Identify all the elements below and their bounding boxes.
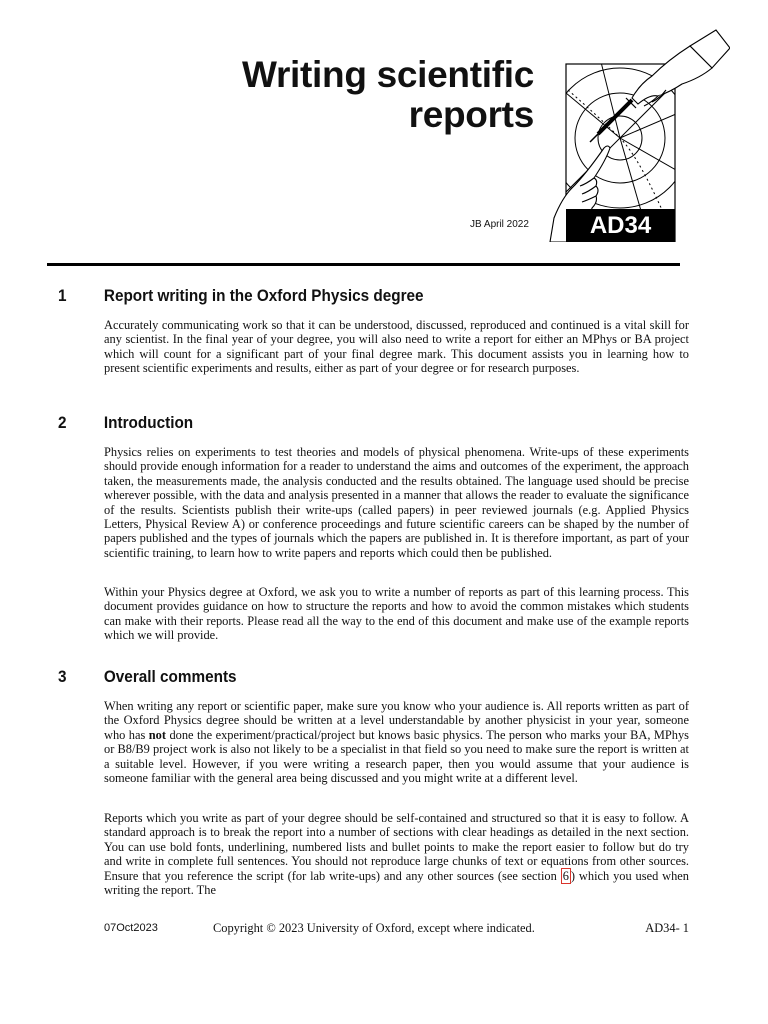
section-2-heading (58, 412, 634, 434)
section-3-paragraph-1 (104, 699, 689, 785)
author-date: JB April 2022 (470, 219, 529, 230)
text-run: done the experiment/practical/project but knows basic physics. The person who marks your BA, MPhys or B8/B9 project work is also not likely to be a specialist in that field so you need to make sure the report is written at a suitable level. However, if you were writing a research paper, then you would assume that your audience is someone familiar with the general area being discussed and you might write at a different level. (104, 727, 689, 786)
document-code-badge: AD34 (566, 209, 675, 242)
section-number: 2 (58, 413, 67, 432)
section-number: 3 (58, 667, 67, 686)
section-1-heading (58, 285, 634, 307)
bold-emphasis: not (148, 727, 166, 742)
title-line-2: reports (408, 94, 534, 135)
section-1-paragraph-1: Accurately communicating work so that it can be understood, discussed, reproduced and continued is a vital skill for any scientist. In the final year of your degree, you will also need to write a report for either an MPhys or BA project which will count for a significant part of your final degree mark. This document assists you in learning how to present scientific experiments and results, either as part of your degree or for research purposes. (104, 318, 689, 376)
header-divider (47, 263, 680, 266)
document-title (242, 55, 534, 135)
footer-copyright: Copyright © 2023 University of Oxford, except where indicated. (213, 921, 535, 935)
section-title: Overall comments (103, 667, 237, 686)
section-3-heading (58, 666, 634, 688)
page-number: AD34- 1 (645, 921, 689, 935)
section-reference-link[interactable]: 6 (562, 868, 569, 883)
section-2-paragraph-2: Within your Physics degree at Oxford, we ask you to write a number of reports as part of this learning process. This document provides guidance on how to structure the reports and how to avoid the common mistakes which students can make with their reports. Please read all the way to the end of this document and make use of the example reports which we will provide. (104, 585, 689, 643)
title-line-1: Writing scientific (241, 54, 534, 95)
page-footer (0, 920, 768, 936)
section-title: Report writing in the Oxford Physics degree (103, 286, 424, 305)
section-3-paragraph-2 (104, 811, 689, 897)
text-run: Reports which you write as part of your degree should be self-contained and structured so that it is easy to follow. A standard approach is to break the report into a number of sections with clear headings as detailed in the next section. You can use bold fonts, underlining, numbered lists and bullet points to make the report easier to follow but do try and write in complete full sentences. You should not reproduce large chunks of text or equations from other sources. Ensure that you reference the script (for lab write-ups) and any other sources (see section (104, 811, 689, 883)
section-number: 1 (58, 286, 67, 305)
text-run: ) which you used when writing the report. The (104, 868, 689, 898)
footer-date: 07Oct2023 (104, 922, 158, 934)
text-run: When writing any report or scientific paper, make sure you know who your audience is. All reports written as part of the Oxford Physics degree should be written at a level understandable by another physicist in your year, someone who has (104, 699, 689, 742)
section-2-paragraph-1: Physics relies on experiments to test theories and models of physical phenomena. Write-ups of these experiments should provide enough information for a reader to understand the aims and outcomes of the experiment, the approach taken, the measurements made, the analysis conducted and the results obtained. The language used should be precise wherever possible, with the data and analysis presented in a manner that allows the reader to evaluate the significance of the results. Scientists publish their write-ups (called papers) in peer reviewed journals (e.g. Applied Physics Letters, Physical Review A) or conference proceedings and future scientific careers can be shaped by the number of papers published and the types of journals which the papers are published in. It is therefore important, as part of your scientific training, to learn how to write papers and reports which could then be published. (104, 445, 689, 560)
section-title: Introduction (103, 413, 194, 432)
